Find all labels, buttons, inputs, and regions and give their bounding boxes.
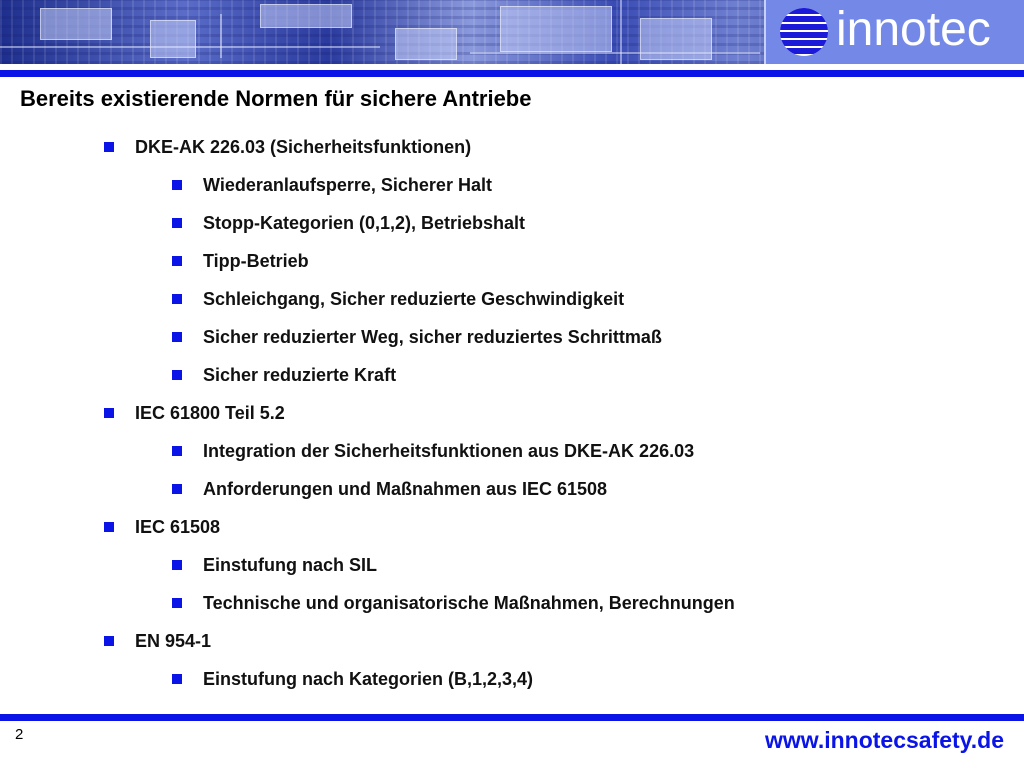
sub-bullet-item <box>0 166 1024 204</box>
sub-bullet-item <box>0 546 1024 584</box>
sub-bullet-text: Stopp-Kategorien (0,1,2), Betriebshalt <box>203 213 526 233</box>
sub-bullet-item <box>0 584 1024 622</box>
square-bullet-icon <box>104 142 114 152</box>
page-number: 2 <box>15 726 24 743</box>
sub-bullet-text: Tipp-Betrieb <box>203 251 309 271</box>
sub-bullet-item <box>0 432 1024 470</box>
sub-bullet-text: Sicher reduzierter Weg, sicher reduziertes Schrittmaß <box>203 327 662 347</box>
sub-bullet-item <box>0 470 1024 508</box>
square-bullet-icon <box>172 674 182 684</box>
square-bullet-icon <box>172 484 182 494</box>
bullet-text: DKE-AK 226.03 (Sicherheitsfunktionen) <box>135 137 472 157</box>
bullet-text: IEC 61800 Teil 5.2 <box>135 403 285 423</box>
bullet-list <box>0 128 1024 698</box>
bullet-item <box>0 128 1024 166</box>
bullet-item <box>0 508 1024 546</box>
website-link[interactable]: www.innotecsafety.de <box>765 727 1004 753</box>
sub-bullet-text: Einstufung nach Kategorien (B,1,2,3,4) <box>203 669 534 689</box>
header-banner <box>0 0 1024 64</box>
slide-title: Bereits existierende Normen für sichere Antriebe <box>20 86 532 111</box>
sub-bullet-text: Anforderungen und Maßnahmen aus IEC 61508 <box>203 479 608 499</box>
sub-bullet-text: Integration der Sicherheitsfunktionen aus DKE-AK 226.03 <box>203 441 695 461</box>
bullet-item <box>0 394 1024 432</box>
sub-bullet-text: Einstufung nach SIL <box>203 555 377 575</box>
bullet-text: IEC 61508 <box>135 517 221 537</box>
sub-bullet-text: Schleichgang, Sicher reduzierte Geschwindigkeit <box>203 289 625 309</box>
square-bullet-icon <box>172 370 182 380</box>
sub-bullet-text: Sicher reduzierte Kraft <box>203 365 397 385</box>
sub-bullet-item <box>0 242 1024 280</box>
square-bullet-icon <box>104 636 114 646</box>
square-bullet-icon <box>172 218 182 228</box>
logo <box>764 0 1024 64</box>
square-bullet-icon <box>172 294 182 304</box>
globe-logo-icon <box>778 6 830 58</box>
square-bullet-icon <box>172 446 182 456</box>
square-bullet-icon <box>104 408 114 418</box>
bottom-divider <box>0 714 1024 721</box>
square-bullet-icon <box>172 256 182 266</box>
square-bullet-icon <box>104 522 114 532</box>
sub-bullet-item <box>0 204 1024 242</box>
square-bullet-icon <box>172 332 182 342</box>
square-bullet-icon <box>172 598 182 608</box>
bullet-text: EN 954-1 <box>135 631 212 651</box>
sub-bullet-item <box>0 660 1024 698</box>
square-bullet-icon <box>172 560 182 570</box>
sub-bullet-item <box>0 356 1024 394</box>
top-divider <box>0 70 1024 77</box>
square-bullet-icon <box>172 180 182 190</box>
logo-text: innotec <box>836 3 991 56</box>
sub-bullet-text: Technische und organisatorische Maßnahmen, Berechnungen <box>203 593 735 613</box>
bullet-item <box>0 622 1024 660</box>
sub-bullet-text: Wiederanlaufsperre, Sicherer Halt <box>203 175 492 195</box>
sub-bullet-item <box>0 280 1024 318</box>
sub-bullet-item <box>0 318 1024 356</box>
